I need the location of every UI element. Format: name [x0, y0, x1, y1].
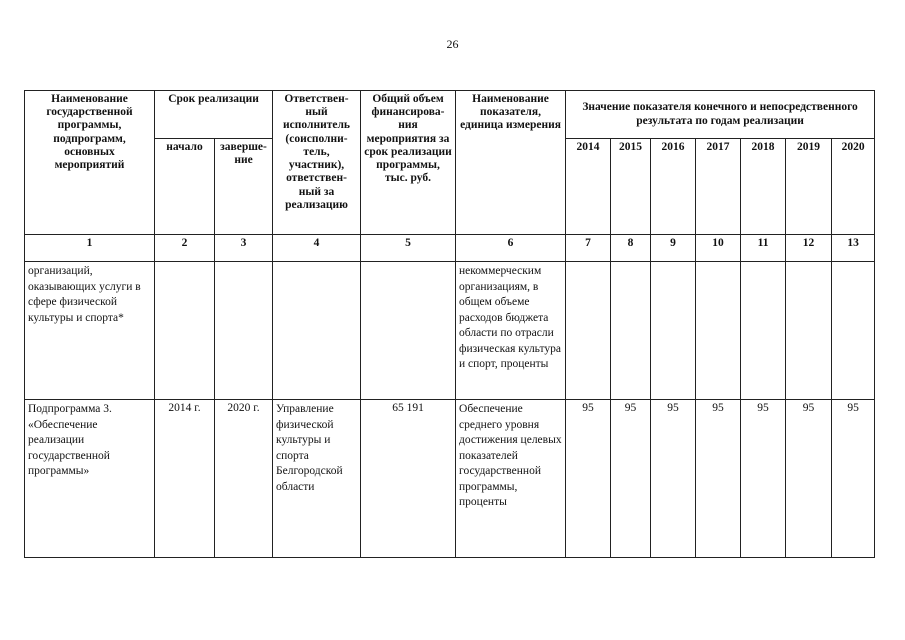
header-period: Срок реализации	[155, 91, 273, 139]
header-year: 2014	[566, 139, 611, 235]
program-table	[24, 90, 875, 558]
column-number: 11	[741, 235, 786, 262]
row-value	[741, 262, 786, 400]
column-number: 3	[215, 235, 273, 262]
row-funding: 65 191	[361, 400, 456, 558]
column-number: 1	[25, 235, 155, 262]
row-funding	[361, 262, 456, 400]
header-year: 2015	[611, 139, 651, 235]
header-end: заверше-ние	[215, 139, 273, 235]
row-value: 95	[651, 400, 696, 558]
row-value	[611, 262, 651, 400]
header-indicator: Наименование показателя, единица измерения	[456, 91, 566, 235]
table-row	[25, 400, 875, 558]
header-year: 2019	[786, 139, 832, 235]
table-row	[25, 262, 875, 400]
column-number: 2	[155, 235, 215, 262]
row-indicator: Обеспечение среднего уровня достижения целевых показателей государственной программы, проценты	[456, 400, 566, 558]
header-executor: Ответствен-ный исполнитель (соисполни-тель, участник), ответствен-ный за реализацию	[273, 91, 361, 235]
column-number: 5	[361, 235, 456, 262]
header-funding: Общий объем финансирова-ния мероприятия за срок реализации программы, тыс. руб.	[361, 91, 456, 235]
row-value	[786, 262, 832, 400]
column-number: 7	[566, 235, 611, 262]
header-program-name: Наименование государственной программы, подпрограмм, основных мероприятий	[25, 91, 155, 235]
row-start: 2014 г.	[155, 400, 215, 558]
header-year: 2017	[696, 139, 741, 235]
row-end	[215, 262, 273, 400]
row-value: 95	[696, 400, 741, 558]
column-number: 10	[696, 235, 741, 262]
column-number: 12	[786, 235, 832, 262]
row-executor	[273, 262, 361, 400]
row-value	[651, 262, 696, 400]
row-value	[696, 262, 741, 400]
row-indicator: некоммерческим организациям, в общем объеме расходов бюджета области по отрасли физическая культура и спорт, проценты	[456, 262, 566, 400]
header-year: 2020	[832, 139, 875, 235]
header-year: 2018	[741, 139, 786, 235]
row-name: организаций, оказывающих услуги в сфере физической культуры и спорта*	[25, 262, 155, 400]
header-year: 2016	[651, 139, 696, 235]
row-value: 95	[786, 400, 832, 558]
row-value: 95	[611, 400, 651, 558]
header-start: начало	[155, 139, 215, 235]
column-number: 4	[273, 235, 361, 262]
header-values: Значение показателя конечного и непосредственного результата по годам реализации	[566, 91, 875, 139]
row-value: 95	[741, 400, 786, 558]
row-value: 95	[832, 400, 875, 558]
column-number: 8	[611, 235, 651, 262]
page-number: 26	[446, 37, 459, 51]
row-end: 2020 г.	[215, 400, 273, 558]
row-name: Подпрограмма 3. «Обеспечение реализации государственной программы»	[25, 400, 155, 558]
column-number: 6	[456, 235, 566, 262]
row-value: 95	[566, 400, 611, 558]
column-number: 13	[832, 235, 875, 262]
row-executor: Управление физической культуры и спорта Белгородской области	[273, 400, 361, 558]
row-value	[566, 262, 611, 400]
column-number-row	[25, 235, 875, 262]
row-start	[155, 262, 215, 400]
column-number: 9	[651, 235, 696, 262]
row-value	[832, 262, 875, 400]
